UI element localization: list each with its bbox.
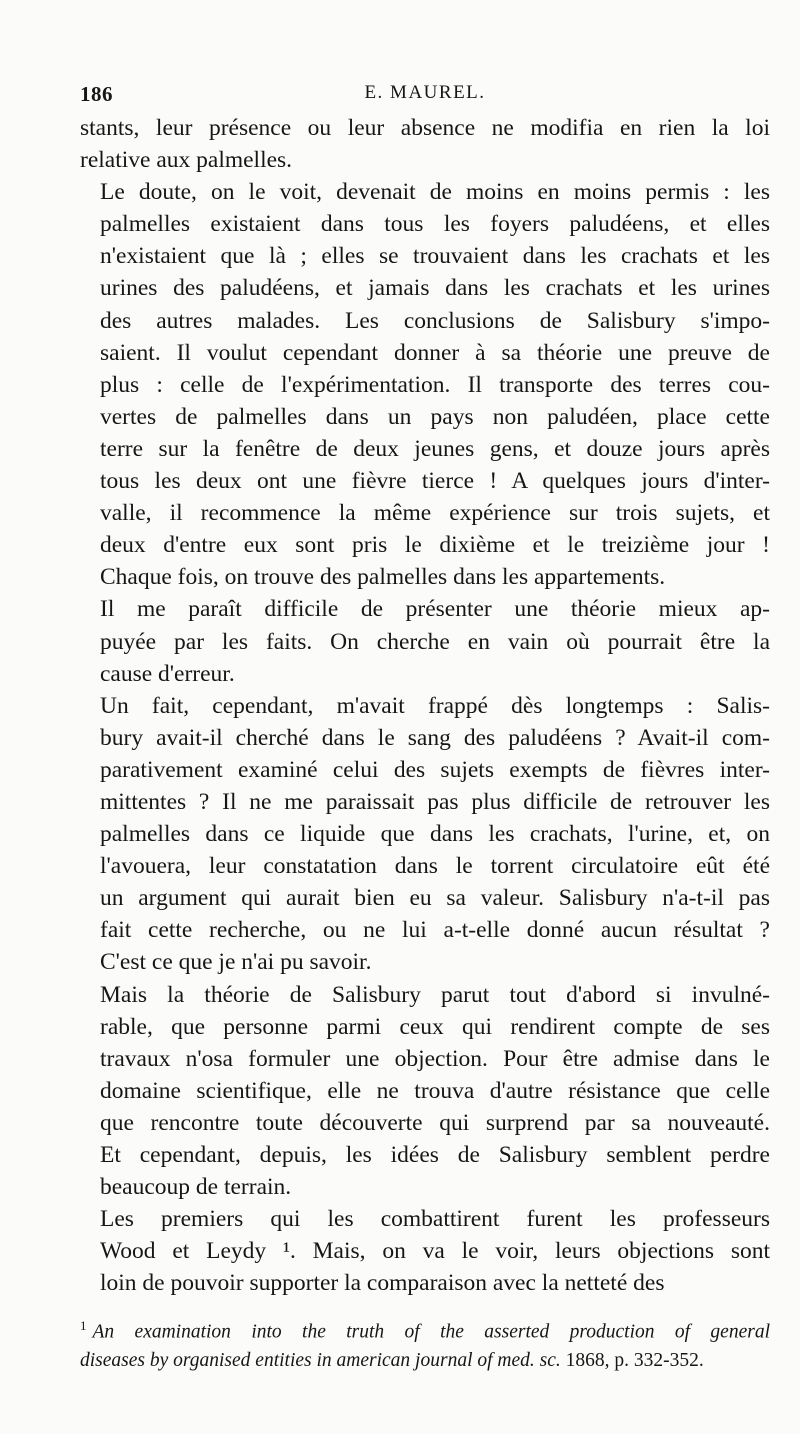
text-line: plus : celle de l'expérimentation. Il transporte des terres cou-: [100, 371, 770, 398]
text-line: fait cette recherche, ou ne lui a-t-elle donné aucun résultat ?: [100, 917, 770, 944]
text-line: l'avouera, leur constatation dans le torrent circulatoire eût été: [100, 853, 770, 880]
text-line: bury avait-il cherché dans le sang des paludéens ? Avait-il com-: [100, 724, 770, 751]
text-line: terre sur la fenêtre de deux jeunes gens, et douze jours après: [100, 435, 770, 462]
text-line: Un fait, cependant, m'avait frappé dès longtemps : Salis-: [100, 692, 770, 719]
text-line: beaucoup de terrain.: [100, 1174, 292, 1201]
page-header: [80, 82, 770, 110]
footnote-reference: 1868, p. 332-352.: [560, 1349, 704, 1371]
text-line: palmelles dans ce liquide que dans les crachats, l'urine, et, on: [100, 821, 770, 848]
paragraph-6: [80, 1203, 770, 1299]
text-line: domaine scientifique, elle ne trouva d'autre résistance que celle: [100, 1077, 770, 1104]
text-line: Wood et Leydy ¹. Mais, on va le voir, leurs objections sont: [100, 1238, 770, 1265]
text-line: relative aux palmelles.: [80, 147, 293, 174]
text-line: parativement examiné celui des sujets exempts de fièvres inter-: [100, 756, 770, 783]
text-line: C'est ce que je n'ai pu savoir.: [100, 949, 372, 976]
paragraph-1: [80, 112, 770, 176]
text-line: des autres malades. Les conclusions de Salisbury s'impo-: [100, 307, 770, 334]
footnote-mark: 1: [80, 1318, 87, 1333]
page-number: 186: [80, 82, 113, 106]
footnote-text-2: diseases by organised entities in american journal of med. sc.: [80, 1349, 561, 1371]
text-line: Et cependant, depuis, les idées de Salisbury semblent perdre: [100, 1142, 770, 1168]
text-line: Mais la théorie de Salisbury parut tout d'abord si invulné-: [100, 981, 770, 1008]
text-line: saient. Il voulut cependant donner à sa théorie une preuve de: [100, 339, 770, 366]
text-line: Chaque fois, on trouve des palmelles dans les appartements.: [100, 564, 666, 591]
paragraph-4: [80, 690, 770, 979]
text-line: valle, il recommence la même expérience sur trois sujets, et: [100, 500, 770, 527]
text-line: un argument qui aurait bien eu sa valeur. Salisbury n'a-t-il pas: [100, 885, 770, 912]
footnote-line-2: [80, 1347, 770, 1375]
body-text: [80, 112, 770, 1299]
text-line: n'existaient que là ; elles se trouvaient dans les crachats et les: [100, 243, 770, 270]
text-line: Les premiers qui les combattirent furent les professeurs: [100, 1206, 770, 1233]
footnote: [80, 1312, 770, 1375]
paragraph-3: [80, 593, 770, 689]
text-line: rable, que personne parmi ceux qui rendirent compte de ses: [100, 1013, 770, 1040]
text-line: cause d'erreur.: [100, 660, 235, 687]
text-line: puyée par les faits. On cherche en vain où pourrait être la: [100, 628, 770, 655]
text-line: palmelles existaient dans tous les foyers paludéens, et elles: [100, 211, 770, 238]
text-line: travaux n'osa formuler une objection. Pour être admise dans le: [100, 1045, 770, 1072]
text-line: que rencontre toute découverte qui surprend par sa nouveauté.: [100, 1109, 770, 1136]
text-line: Le doute, on le voit, devenait de moins en moins permis : les: [100, 179, 770, 206]
text-line: loin de pouvoir supporter la comparaison avec la netteté des: [100, 1270, 665, 1297]
paragraph-2: [80, 176, 770, 593]
text-line: vertes de palmelles dans un pays non paludéen, place cette: [100, 403, 770, 430]
text-line: mittentes ? Il ne me paraissait pas plus difficile de retrouver les: [100, 788, 770, 815]
text-line: urines des paludéens, et jamais dans les crachats et les urines: [100, 275, 770, 302]
text-line: Il me paraît difficile de présenter une théorie mieux ap-: [100, 596, 770, 623]
text-line: deux d'entre eux sont pris le dixième et le treizième jour !: [100, 532, 770, 559]
footnote-text-1: An examination into the truth of the asserted production of general: [92, 1321, 770, 1343]
footnote-line-1: [80, 1312, 770, 1347]
paragraph-5: [80, 979, 770, 1204]
text-line: stants, leur présence ou leur absence ne modifia en rien la loi: [80, 115, 770, 141]
text-line: tous les deux ont une fièvre tierce ! A quelques jours d'inter-: [100, 468, 770, 495]
running-head: E. MAUREL.: [364, 82, 486, 103]
